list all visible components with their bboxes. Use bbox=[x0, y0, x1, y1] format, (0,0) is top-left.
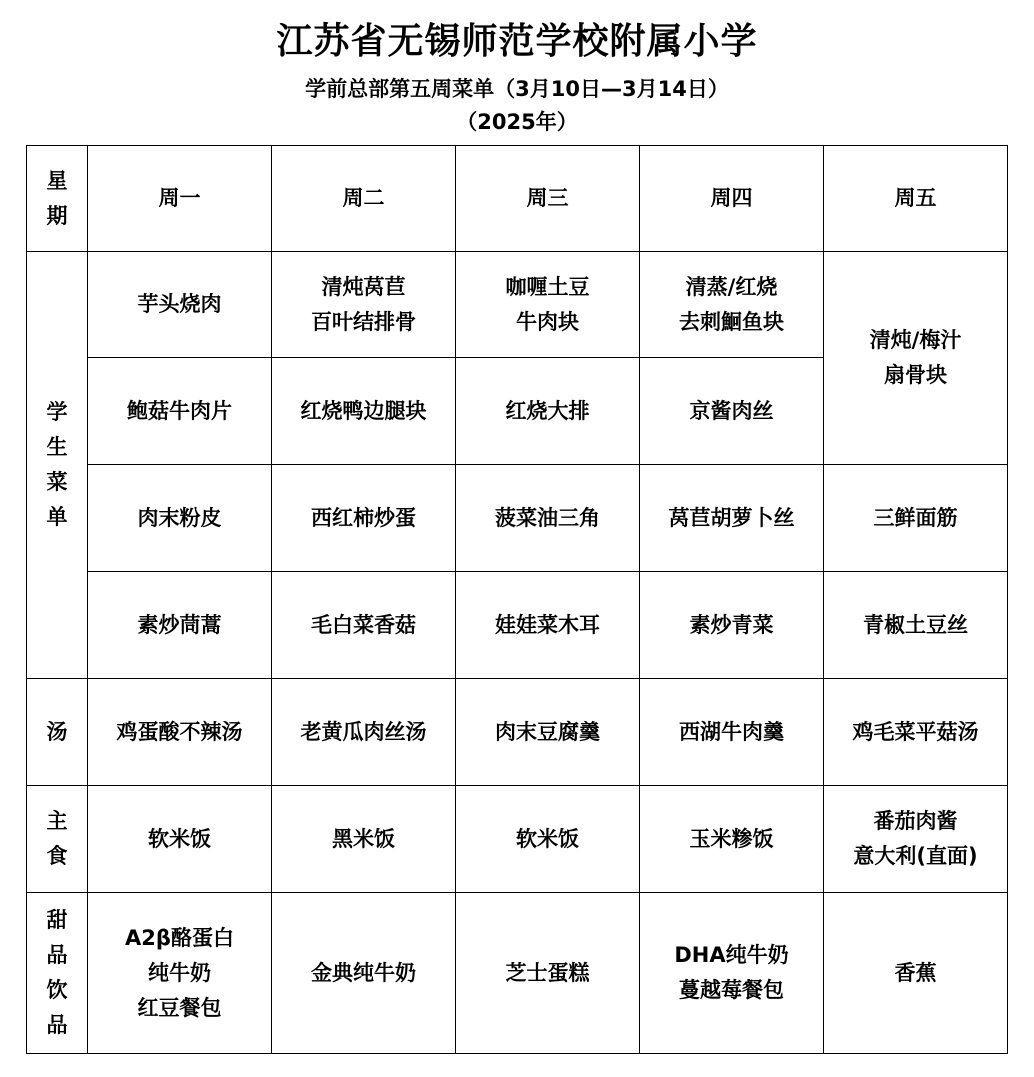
menu-cell: 西红柿炒蛋 bbox=[272, 465, 456, 572]
menu-year: （2025年） bbox=[456, 110, 578, 134]
student-menu-label: 学 生 菜 单 bbox=[27, 252, 88, 679]
menu-cell: 软米饭 bbox=[456, 786, 640, 893]
menu-cell: 黑米饭 bbox=[272, 786, 456, 893]
student-menu-row-1 bbox=[27, 252, 1008, 358]
menu-cell: 京酱肉丝 bbox=[640, 358, 824, 465]
staple-label: 主 食 bbox=[27, 786, 88, 893]
day-header-wed: 周三 bbox=[456, 146, 640, 252]
soup-row bbox=[27, 679, 1008, 786]
menu-cell: 菠菜油三角 bbox=[456, 465, 640, 572]
menu-cell: 肉末豆腐羹 bbox=[456, 679, 640, 786]
menu-cell: 咖喱土豆 牛肉块 bbox=[456, 252, 640, 358]
menu-cell: 红烧鸭边腿块 bbox=[272, 358, 456, 465]
menu-cell: 娃娃菜木耳 bbox=[456, 572, 640, 679]
menu-cell: 芝士蛋糕 bbox=[456, 893, 640, 1054]
student-menu-row-3 bbox=[27, 465, 1008, 572]
menu-cell: 软米饭 bbox=[88, 786, 272, 893]
menu-cell: 素炒茼蒿 bbox=[88, 572, 272, 679]
day-header-tue: 周二 bbox=[272, 146, 456, 252]
staple-row bbox=[27, 786, 1008, 893]
day-header-fri: 周五 bbox=[824, 146, 1008, 252]
dessert-row bbox=[27, 893, 1008, 1054]
menu-cell: 老黄瓜肉丝汤 bbox=[272, 679, 456, 786]
menu-cell: 清炖/梅汁 扇骨块 bbox=[824, 252, 1008, 465]
menu-cell: 鸡蛋酸不辣汤 bbox=[88, 679, 272, 786]
student-menu-row-4 bbox=[27, 572, 1008, 679]
dessert-label: 甜 品 饮 品 bbox=[27, 893, 88, 1054]
menu-table bbox=[26, 145, 1008, 1054]
day-header-thu: 周四 bbox=[640, 146, 824, 252]
menu-cell: 素炒青菜 bbox=[640, 572, 824, 679]
menu-cell: 鸡毛菜平菇汤 bbox=[824, 679, 1008, 786]
menu-cell: 清炖莴苣 百叶结排骨 bbox=[272, 252, 456, 358]
menu-cell: 西湖牛肉羹 bbox=[640, 679, 824, 786]
menu-cell: DHA纯牛奶 蔓越莓餐包 bbox=[640, 893, 824, 1054]
menu-cell: 鲍菇牛肉片 bbox=[88, 358, 272, 465]
menu-cell: 番茄肉酱 意大利(直面) bbox=[824, 786, 1008, 893]
weekday-header-label: 星 期 bbox=[27, 146, 88, 252]
page-title: 江苏省无锡师范学校附属小学 bbox=[276, 21, 758, 62]
menu-cell: 三鲜面筋 bbox=[824, 465, 1008, 572]
menu-cell: 金典纯牛奶 bbox=[272, 893, 456, 1054]
menu-cell: A2β酪蛋白 纯牛奶 红豆餐包 bbox=[88, 893, 272, 1054]
menu-cell: 肉末粉皮 bbox=[88, 465, 272, 572]
menu-cell: 青椒土豆丝 bbox=[824, 572, 1008, 679]
header-row bbox=[27, 146, 1008, 252]
menu-cell: 香蕉 bbox=[824, 893, 1008, 1054]
menu-cell: 莴苣胡萝卜丝 bbox=[640, 465, 824, 572]
menu-cell: 芋头烧肉 bbox=[88, 252, 272, 358]
menu-subtitle: 学前总部第五周菜单（3月10日—3月14日） bbox=[305, 77, 729, 101]
menu-cell: 毛白菜香菇 bbox=[272, 572, 456, 679]
day-header-mon: 周一 bbox=[88, 146, 272, 252]
menu-cell: 红烧大排 bbox=[456, 358, 640, 465]
menu-cell: 清蒸/红烧 去刺鮰鱼块 bbox=[640, 252, 824, 358]
soup-label: 汤 bbox=[27, 679, 88, 786]
menu-cell: 玉米糁饭 bbox=[640, 786, 824, 893]
